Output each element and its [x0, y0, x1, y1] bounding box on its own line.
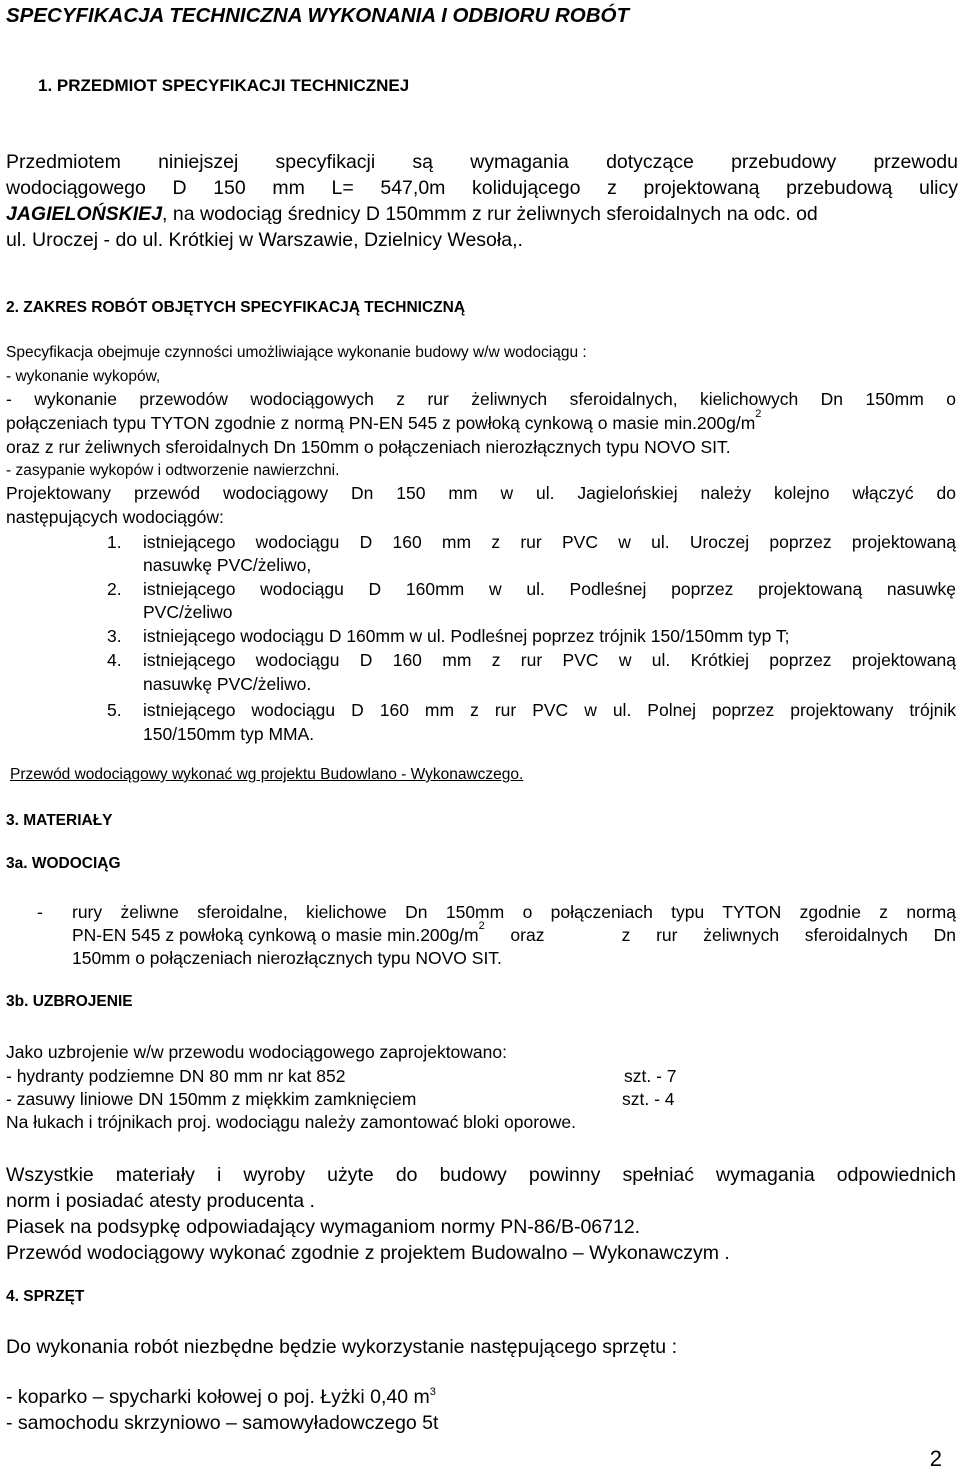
section-2-item-2-line-2-text: połączeniach typu TYTON zgodnie z normą PN-EN 545 z powłoką cynkową o masie min.200g/m — [6, 413, 756, 433]
materials-line-2: norm i posiadać atesty producenta . — [6, 1190, 315, 1212]
list-item-line-2: PVC/żeliwo — [143, 602, 233, 622]
section-3b-item-2: - zasuwy liniowe DN 150mm z miękkim zamknięciem — [6, 1089, 417, 1109]
section-2-item-2-line-1: - wykonanie przewodów wodociągowych z rur żeliwnych sferoidalnych, kielichowych Dn 150mm o — [6, 389, 956, 409]
section-2-heading: 2. ZAKRES ROBÓT OBJĘTYCH SPECYFIKACJĄ TECHNICZNĄ — [6, 299, 466, 316]
list-item-line-1: istniejącego wodociągu D 160 mm z rur PVC w ul. Krótkiej poprzez projektowaną — [143, 650, 956, 670]
section-1-line-2: wodociągowego D 150 mm L= 547,0m kolidującego z projektowaną przebudową ulicy — [6, 177, 958, 199]
section-3b-item-1-qty: szt. - 7 — [624, 1066, 677, 1086]
section-3a-line-2-rest: oraz z rur żeliwnych sferoidalnych Dn — [484, 925, 956, 945]
section-3a-line-2 — [72, 920, 956, 946]
list-item-line-1: istniejącego wodociągu D 160 mm z rur PVC w ul. Uroczej poprzez projektowaną — [143, 532, 956, 552]
bullet-dash: - — [37, 902, 43, 922]
section-3a-line-3: 150mm o połączeniach nierozłącznych typu NOVO SIT. — [72, 948, 502, 968]
list-item-number: 5. — [107, 700, 122, 720]
section-1-heading: 1. PRZEDMIOT SPECYFIKACJI TECHNICZNEJ — [38, 76, 410, 95]
list-item-line-2: nasuwkę PVC/żeliwo. — [143, 674, 312, 694]
section-3b-heading: 3b. UZBROJENIE — [6, 993, 133, 1010]
list-item-line-1: istniejącego wodociągu D 160 mm z rur PVC w ul. Polnej poprzez projektowany trójnik — [143, 700, 956, 720]
equipment-item-1 — [6, 1384, 436, 1410]
list-item-number: 1. — [107, 532, 122, 552]
section-1-line-3-rest: , na wodociąg średnicy D 150mmm z rur żeliwnych sferoidalnych na odc. od — [162, 203, 818, 225]
section-4-heading: 4. SPRZĘT — [6, 1288, 85, 1305]
page-number: 2 — [929, 1446, 942, 1471]
section-2-item-2-line-3: oraz z rur żeliwnych sferoidalnych Dn 150mm o połączeniach nierozłącznych typu NOVO SIT. — [6, 437, 731, 457]
section-2-item-1: - wykonanie wykopów, — [6, 368, 161, 385]
equipment-item-2: - samochodu skrzyniowo – samowyładowczego 5t — [6, 1412, 439, 1434]
section-3b-note: Na łukach i trójnikach proj. wodociągu należy zamontować bloki oporowe. — [6, 1112, 577, 1132]
section-4-intro: Do wykonania robót niezbędne będzie wykorzystanie następującego sprzętu : — [6, 1336, 677, 1358]
list-item-line-1: istniejącego wodociągu D 160mm w ul. Podleśnej poprzez projektowaną nasuwkę — [143, 579, 956, 599]
superscript: 2 — [755, 408, 762, 420]
sand-requirement: Piasek na podsypkę odpowiadający wymaganiom normy PN-86/B-06712. — [6, 1216, 641, 1238]
list-item-number: 4. — [107, 650, 122, 670]
section-2-item-2-line-2 — [6, 408, 762, 434]
project-note: Przewód wodociągowy wykonać wg projektu Budowlano - Wykonawczego. — [10, 766, 524, 783]
section-3b-item-1: - hydranty podziemne DN 80 mm nr kat 852 — [6, 1066, 346, 1086]
street-name: JAGIELOŃSKIEJ — [6, 203, 163, 225]
section-1-line-3 — [6, 201, 818, 227]
materials-line-1: Wszystkie materiały i wyroby użyte do budowy powinny spełniać wymagania odpowiednich — [6, 1164, 956, 1186]
section-2-proj-line-1: Projektowany przewód wodociągowy Dn 150 mm w ul. Jagielońskiej należy kolejno włączyć do — [6, 483, 956, 503]
superscript: 2 — [478, 920, 485, 932]
section-3b-intro: Jako uzbrojenie w/w przewodu wodociągowego zaprojektowano: — [6, 1042, 507, 1062]
section-1-line-1: Przedmiotem niniejszej specyfikacji są wymagania dotyczące przebudowy przewodu — [6, 151, 958, 173]
list-item-line-1: istniejącego wodociągu D 160mm w ul. Podleśnej poprzez trójnik 150/150mm typ T; — [143, 626, 790, 646]
document-title: SPECYFIKACJA TECHNICZNA WYKONANIA I ODBIORU ROBÓT — [6, 4, 629, 27]
section-2-proj-line-2: następujących wodociągów: — [6, 507, 224, 527]
section-3a-line-2-text: PN-EN 545 z powłoką cynkową o masie min.200g/m — [72, 925, 479, 945]
section-3a-line-1: rury żeliwne sferoidalne, kielichowe Dn 150mm o połączeniach typu TYTON zgodnie z normą — [72, 902, 956, 922]
equipment-item-1-text: - koparko – spycharki kołowej o poj. Łyżki 0,40 m — [6, 1386, 430, 1408]
list-item-number: 3. — [107, 626, 122, 646]
list-item-line-2: 150/150mm typ MMA. — [143, 724, 315, 744]
section-3-heading: 3. MATERIAŁY — [6, 812, 113, 829]
section-2-item-3: - zasypanie wykopów i odtworzenie nawierzchni. — [6, 462, 340, 479]
pipe-requirement: Przewód wodociągowy wykonać zgodnie z projektem Budowalno – Wykonawczym . — [6, 1242, 730, 1264]
superscript: 3 — [429, 1386, 436, 1398]
section-2-intro: Specyfikacja obejmuje czynności umożliwiające wykonanie budowy w/w wodociągu : — [6, 344, 587, 361]
section-3a-heading: 3a. WODOCIĄG — [6, 855, 121, 872]
list-item-line-2: nasuwkę PVC/żeliwo, — [143, 555, 312, 575]
list-item-number: 2. — [107, 579, 122, 599]
section-1-line-4: ul. Uroczej - do ul. Krótkiej w Warszawie, Dzielnicy Wesoła,. — [6, 229, 523, 251]
section-3b-item-2-qty: szt. - 4 — [622, 1089, 675, 1109]
